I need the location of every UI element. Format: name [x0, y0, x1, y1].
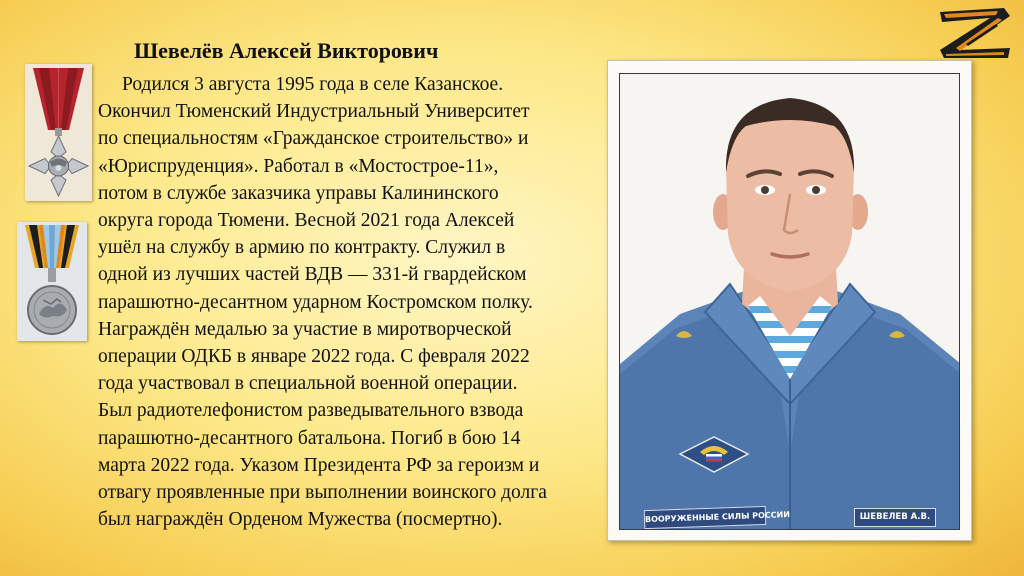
- name-patch: ШЕВЕЛЕВ А.В.: [854, 508, 936, 527]
- bio-line: ушёл на службу в армию по контракту. Служил в: [98, 237, 506, 259]
- peacekeeping-medal-icon: [17, 222, 87, 341]
- chest-patch: ВООРУЖЕННЫЕ СИЛЫ РОССИИ: [644, 506, 767, 529]
- slide-title: Шевелёв Алексей Викторович: [134, 38, 439, 63]
- bio-line: Окончил Тюменский Индустриальный Университет: [98, 101, 530, 123]
- bio-line: операции ОДКБ в январе 2022 года. С февраля 2022: [98, 346, 530, 368]
- bio-line: округа города Тюмени. Весной 2021 года Алексей: [98, 210, 515, 232]
- bio-line: одной из лучших частей ВДВ — 331-й гвардейском: [98, 264, 527, 286]
- bio-line: Награждён медалью за участие в миротворческой: [98, 318, 512, 340]
- bio-line: отвагу проявленные при выполнении воинского долга: [98, 482, 547, 504]
- bio-line: парашютно-десантном ударном Костромском полку.: [98, 291, 533, 313]
- bio-line: был награждён Орденом Мужества (посмертно).: [98, 509, 503, 531]
- bio-line: Родился 3 августа 1995 года в селе Казанское.: [122, 74, 504, 95]
- bio-line: марта 2022 года. Указом Президента РФ за героизм и: [98, 454, 540, 476]
- biography-paragraph: [98, 71, 598, 533]
- z-ribbon-icon: [938, 4, 1014, 60]
- bio-line: потом в службе заказчика управы Калининского: [98, 182, 499, 204]
- peacekeeping-medal-image: [17, 222, 87, 341]
- bio-line: парашютно-десантного батальона. Погиб в бою 14: [98, 427, 521, 449]
- portrait-frame: [607, 60, 972, 541]
- bio-line: по специальностям «Гражданское строительство» и: [98, 128, 529, 150]
- order-of-courage-image: [25, 64, 92, 201]
- biography-text: [98, 71, 598, 533]
- portrait-illustration: [620, 74, 960, 530]
- order-of-courage-icon: [25, 64, 92, 201]
- bio-line: Был радиотелефонистом разведывательного взвода: [98, 400, 524, 422]
- bio-line: «Юриспруденция». Работал в «Мостострое-11»,: [98, 155, 499, 177]
- bio-line: года участвовал в специальной военной операции.: [98, 373, 518, 395]
- portrait-photo: [619, 73, 960, 530]
